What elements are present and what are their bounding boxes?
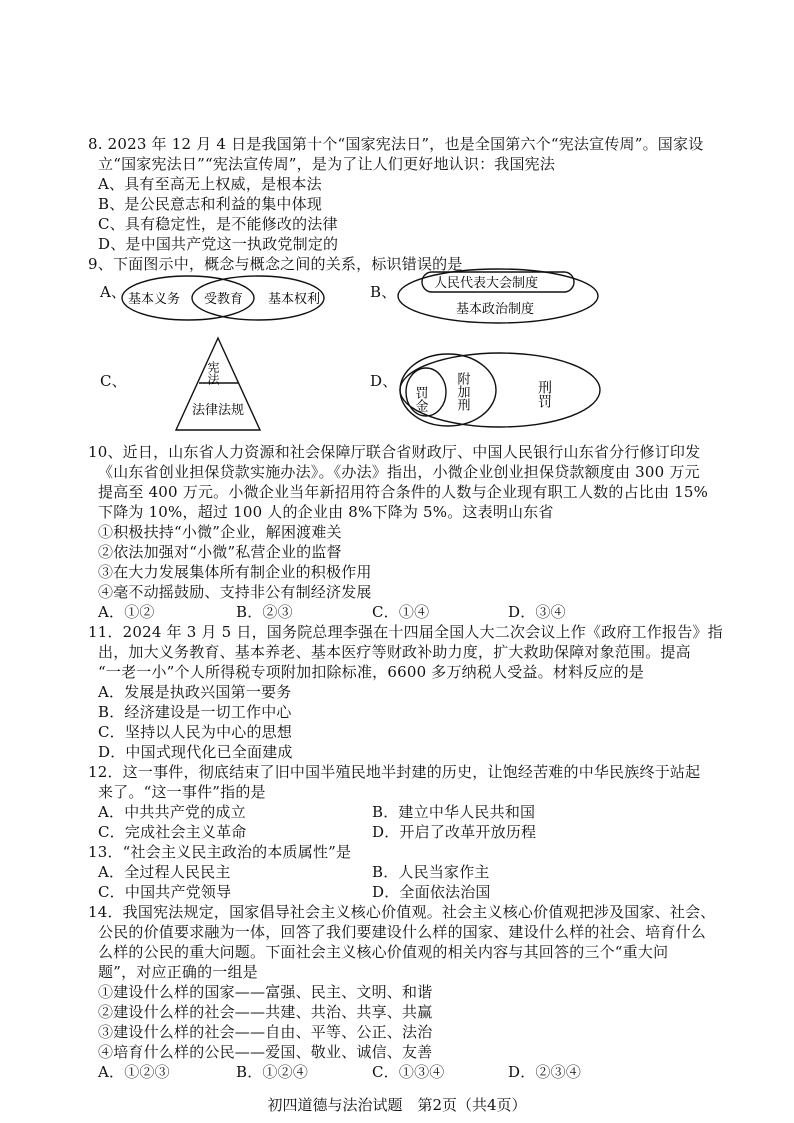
q11-stem-line3: “一老一小”个人所得税专项附加扣除标准，6600 多万纳税人受益。材料反应的是 <box>98 663 645 681</box>
q9-c-pyramid-diagram <box>172 334 264 434</box>
q9-b-outer-label: 基本政治制度 <box>456 302 535 317</box>
q14-stem-line1: 14．我国宪法规定，国家倡导社会主义核心价值观。社会主义核心价值观把涉及国家、社会、 <box>88 903 716 921</box>
q14-stem-line3: 么样的公民的重大问题。下面社会主义核心价值观的相关内容与其回答的三个“重大问 <box>98 943 669 961</box>
q11-stem-line2: 出，加大义务教育、基本养老、基本医疗等财政补助力度，扩大救助保障对象范围。提高 <box>98 643 691 661</box>
q14-statement-4: ④培育什么样的公民——爱国、敬业、诚信、友善 <box>98 1043 433 1061</box>
q13-option-c: C．中国共产党领导 <box>98 883 232 901</box>
q14-option-a: A．①②③ <box>98 1063 170 1081</box>
q13-option-b: B．人民当家作主 <box>372 863 490 881</box>
q9-a-right-label: 基本权利 <box>268 292 321 307</box>
q12-option-b: B．建立中华人民共和国 <box>372 803 536 821</box>
q13-stem: 13．“社会主义民主政治的本质属性”是 <box>88 843 352 861</box>
q10-statement-4: ④毫不动摇鼓励、支持非公有制经济发展 <box>98 583 372 601</box>
q14-option-c: C．①③④ <box>372 1063 445 1081</box>
q12-option-d: D．开启了改革开放历程 <box>372 823 537 841</box>
q11-stem-line1: 11．2024 年 3 月 5 日，国务院总理李强在十四届全国人大二次会议上作《政府工作报告》指 <box>88 623 723 641</box>
q8-option-c: C、具有稳定性，是不能修改的法律 <box>98 215 338 233</box>
q14-statement-2: ②建设什么样的社会——共建、共治、共享、共赢 <box>98 1003 433 1021</box>
q12-option-a: A．中共共产党的成立 <box>98 803 246 821</box>
q14-stem-line2: 公民的价值要求融为一体，回答了我们要建设什么样的国家、建设什么样的社会、培育什么 <box>98 923 707 941</box>
q10-option-a: A．①② <box>98 603 155 621</box>
q8-option-d: D、是中国共产党这一执政党制定的 <box>98 235 339 253</box>
q10-option-c: C．①④ <box>372 603 430 621</box>
q9-c-top-label: 宪法 <box>206 361 220 385</box>
q9-option-d-letter: D、 <box>370 372 398 390</box>
q10-stem-line3: 提高至 400 万元。小微企业当年新招用符合条件的人数与企业现有职工人数的占比由 15% <box>98 483 709 501</box>
q10-stem-line2: 《山东省创业担保贷款实施办法》。《办法》指出，小微企业创业担保贷款额度由 300 万元 <box>98 463 700 481</box>
q10-option-d: D．③④ <box>508 603 566 621</box>
q14-option-b: B．①②④ <box>236 1063 309 1081</box>
q11-option-b: B．经济建设是一切工作中心 <box>98 703 292 721</box>
q8-stem-line2: 立“国家宪法日”“宪法宣传周”，是为了让人们更好地认识：我国宪法 <box>98 155 556 173</box>
q11-option-d: D．中国式现代化已全面建成 <box>98 743 293 761</box>
q8-option-b: B、是公民意志和利益的集中体现 <box>98 195 323 213</box>
q9-a-left-label: 基本义务 <box>128 292 181 307</box>
q9-option-c-letter: C、 <box>100 372 127 390</box>
q9-d-mid-label: 附加刑 <box>454 372 470 411</box>
q14-statement-1: ①建设什么样的国家——富强、民主、文明、和谐 <box>98 983 433 1001</box>
q10-stem-line1: 10、近日，山东省人力资源和社会保障厅联合省财政厅、中国人民银行山东省分行修订印发 <box>88 443 701 461</box>
q11-option-c: C．坚持以人民为中心的思想 <box>98 723 293 741</box>
q9-b-nested-diagram <box>392 266 607 328</box>
q9-d-outer-label: 刑罚 <box>536 380 552 408</box>
q11-option-a: A．发展是执政兴国第一要务 <box>98 683 292 701</box>
page-footer: 初四道德与法治试题 第2页（共4页） <box>267 1096 527 1114</box>
q10-stem-line4: 下降为 10%，超过 100 人的企业由 8%下降为 5%。这表明山东省 <box>98 503 554 521</box>
q9-option-a-letter: A、 <box>100 283 127 301</box>
q10-statement-1: ①积极扶持“小微”企业，解困渡难关 <box>98 523 342 541</box>
q9-c-bottom-label: 法律法规 <box>192 403 245 418</box>
q10-option-b: B．②③ <box>236 603 293 621</box>
q9-a-mid-label: 受教育 <box>204 292 244 307</box>
q14-statement-3: ③建设什么样的社会——自由、平等、公正、法治 <box>98 1023 433 1041</box>
q9-b-inner-label: 人民代表大会制度 <box>434 276 539 291</box>
q13-option-a: A．全过程人民民主 <box>98 863 231 881</box>
q9-stem: 9、下面图示中，概念与概念之间的关系，标识错误的是 <box>88 255 463 273</box>
q12-stem-line2: 来了。“这一事件”指的是 <box>98 783 266 801</box>
q12-option-c: C．完成社会主义革命 <box>98 823 247 841</box>
q14-option-d: D．②③④ <box>508 1063 582 1081</box>
q10-statement-3: ③在大力发展集体所有制企业的积极作用 <box>98 563 372 581</box>
q10-statement-2: ②依法加强对“小微”私营企业的监督 <box>98 543 342 561</box>
q9-option-b-letter: B、 <box>370 283 397 301</box>
q13-option-d: D．全面依法治国 <box>372 883 491 901</box>
q8-stem-line1: 8. 2023 年 12 月 4 日是我国第十个“国家宪法日”，也是全国第六个“宪法宣传周”。国家设 <box>88 135 704 153</box>
q9-d-nested-diagram <box>396 350 606 432</box>
q14-stem-line4: 题”，对应正确的一组是 <box>98 963 258 981</box>
q8-option-a: A、具有至高无上权威，是根本法 <box>98 175 322 193</box>
q9-a-venn-diagram <box>118 272 338 330</box>
q12-stem-line1: 12．这一事件，彻底结束了旧中国半殖民地半封建的历史，让饱经苦难的中华民族终于站起 <box>88 763 701 781</box>
q9-d-inner-label: 罚金 <box>412 386 428 412</box>
